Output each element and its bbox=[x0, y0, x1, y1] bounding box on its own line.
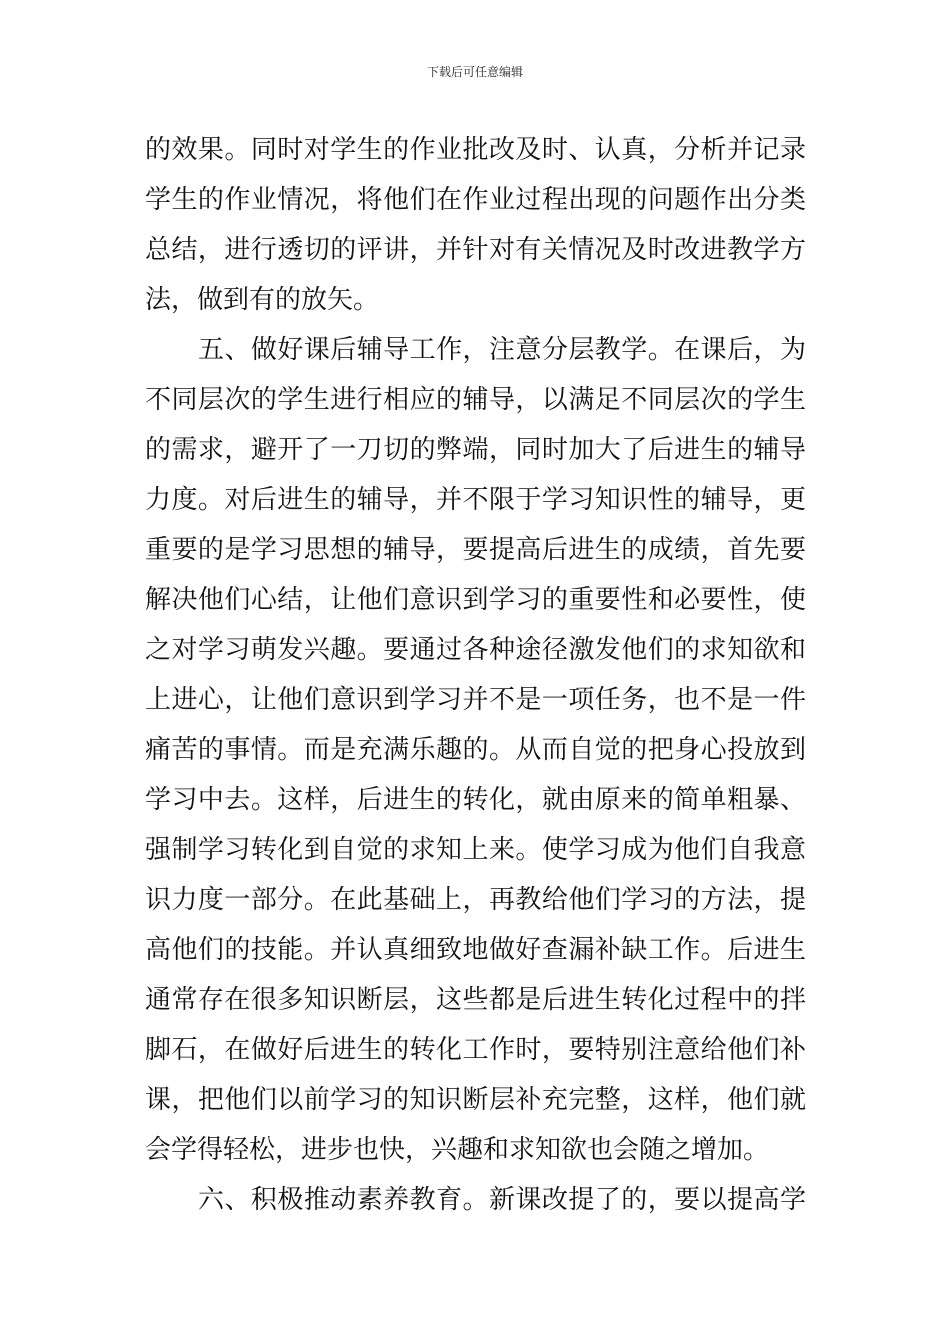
text-line: 脚石，在做好后进生的转化工作时，要特别注意给他们补 bbox=[145, 1035, 806, 1065]
text-line: 法，做到有的放矢。 bbox=[145, 285, 380, 315]
text-line: 不同层次的学生进行相应的辅导，以满足不同层次的学生 bbox=[145, 385, 806, 415]
text-line: 学生的作业情况，将他们在作业过程出现的问题作出分类 bbox=[145, 185, 806, 215]
text-line: 的效果。同时对学生的作业批改及时、认真，分析并记录 bbox=[145, 135, 806, 165]
document-body bbox=[145, 125, 806, 1225]
text-line: 总结，进行透切的评讲，并针对有关情况及时改进教学方 bbox=[145, 235, 806, 265]
text-line: 上进心，让他们意识到学习并不是一项任务，也不是一件 bbox=[145, 685, 806, 715]
text-line: 高他们的技能。并认真细致地做好查漏补缺工作。后进生 bbox=[145, 935, 806, 965]
text-line: 五、做好课后辅导工作，注意分层教学。在课后，为 bbox=[198, 335, 806, 365]
text-line: 痛苦的事情。而是充满乐趣的。从而自觉的把身心投放到 bbox=[145, 735, 806, 765]
text-line: 会学得轻松，进步也快，兴趣和求知欲也会随之增加。 bbox=[145, 1135, 770, 1165]
text-line: 学习中去。这样，后进生的转化，就由原来的简单粗暴、 bbox=[145, 785, 806, 815]
text-line: 之对学习萌发兴趣。要通过各种途径激发他们的求知欲和 bbox=[145, 635, 806, 665]
text-line: 解决他们心结，让他们意识到学习的重要性和必要性，使 bbox=[145, 585, 806, 615]
text-line: 通常存在很多知识断层，这些都是后进生转化过程中的拌 bbox=[145, 985, 806, 1015]
text-line: 课，把他们以前学习的知识断层补充完整，这样，他们就 bbox=[145, 1085, 806, 1115]
text-line: 六、积极推动素养教育。新课改提了的，要以提高学 bbox=[198, 1185, 806, 1215]
text-line: 强制学习转化到自觉的求知上来。使学习成为他们自我意 bbox=[145, 835, 806, 865]
text-line: 识力度一部分。在此基础上，再教给他们学习的方法，提 bbox=[145, 885, 806, 915]
page-header: 下载后可任意编辑 bbox=[426, 65, 523, 79]
text-line: 重要的是学习思想的辅导，要提高后进生的成绩，首先要 bbox=[145, 535, 806, 565]
text-line: 力度。对后进生的辅导，并不限于学习知识性的辅导，更 bbox=[145, 485, 806, 515]
text-line: 的需求，避开了一刀切的弊端，同时加大了后进生的辅导 bbox=[145, 435, 806, 465]
